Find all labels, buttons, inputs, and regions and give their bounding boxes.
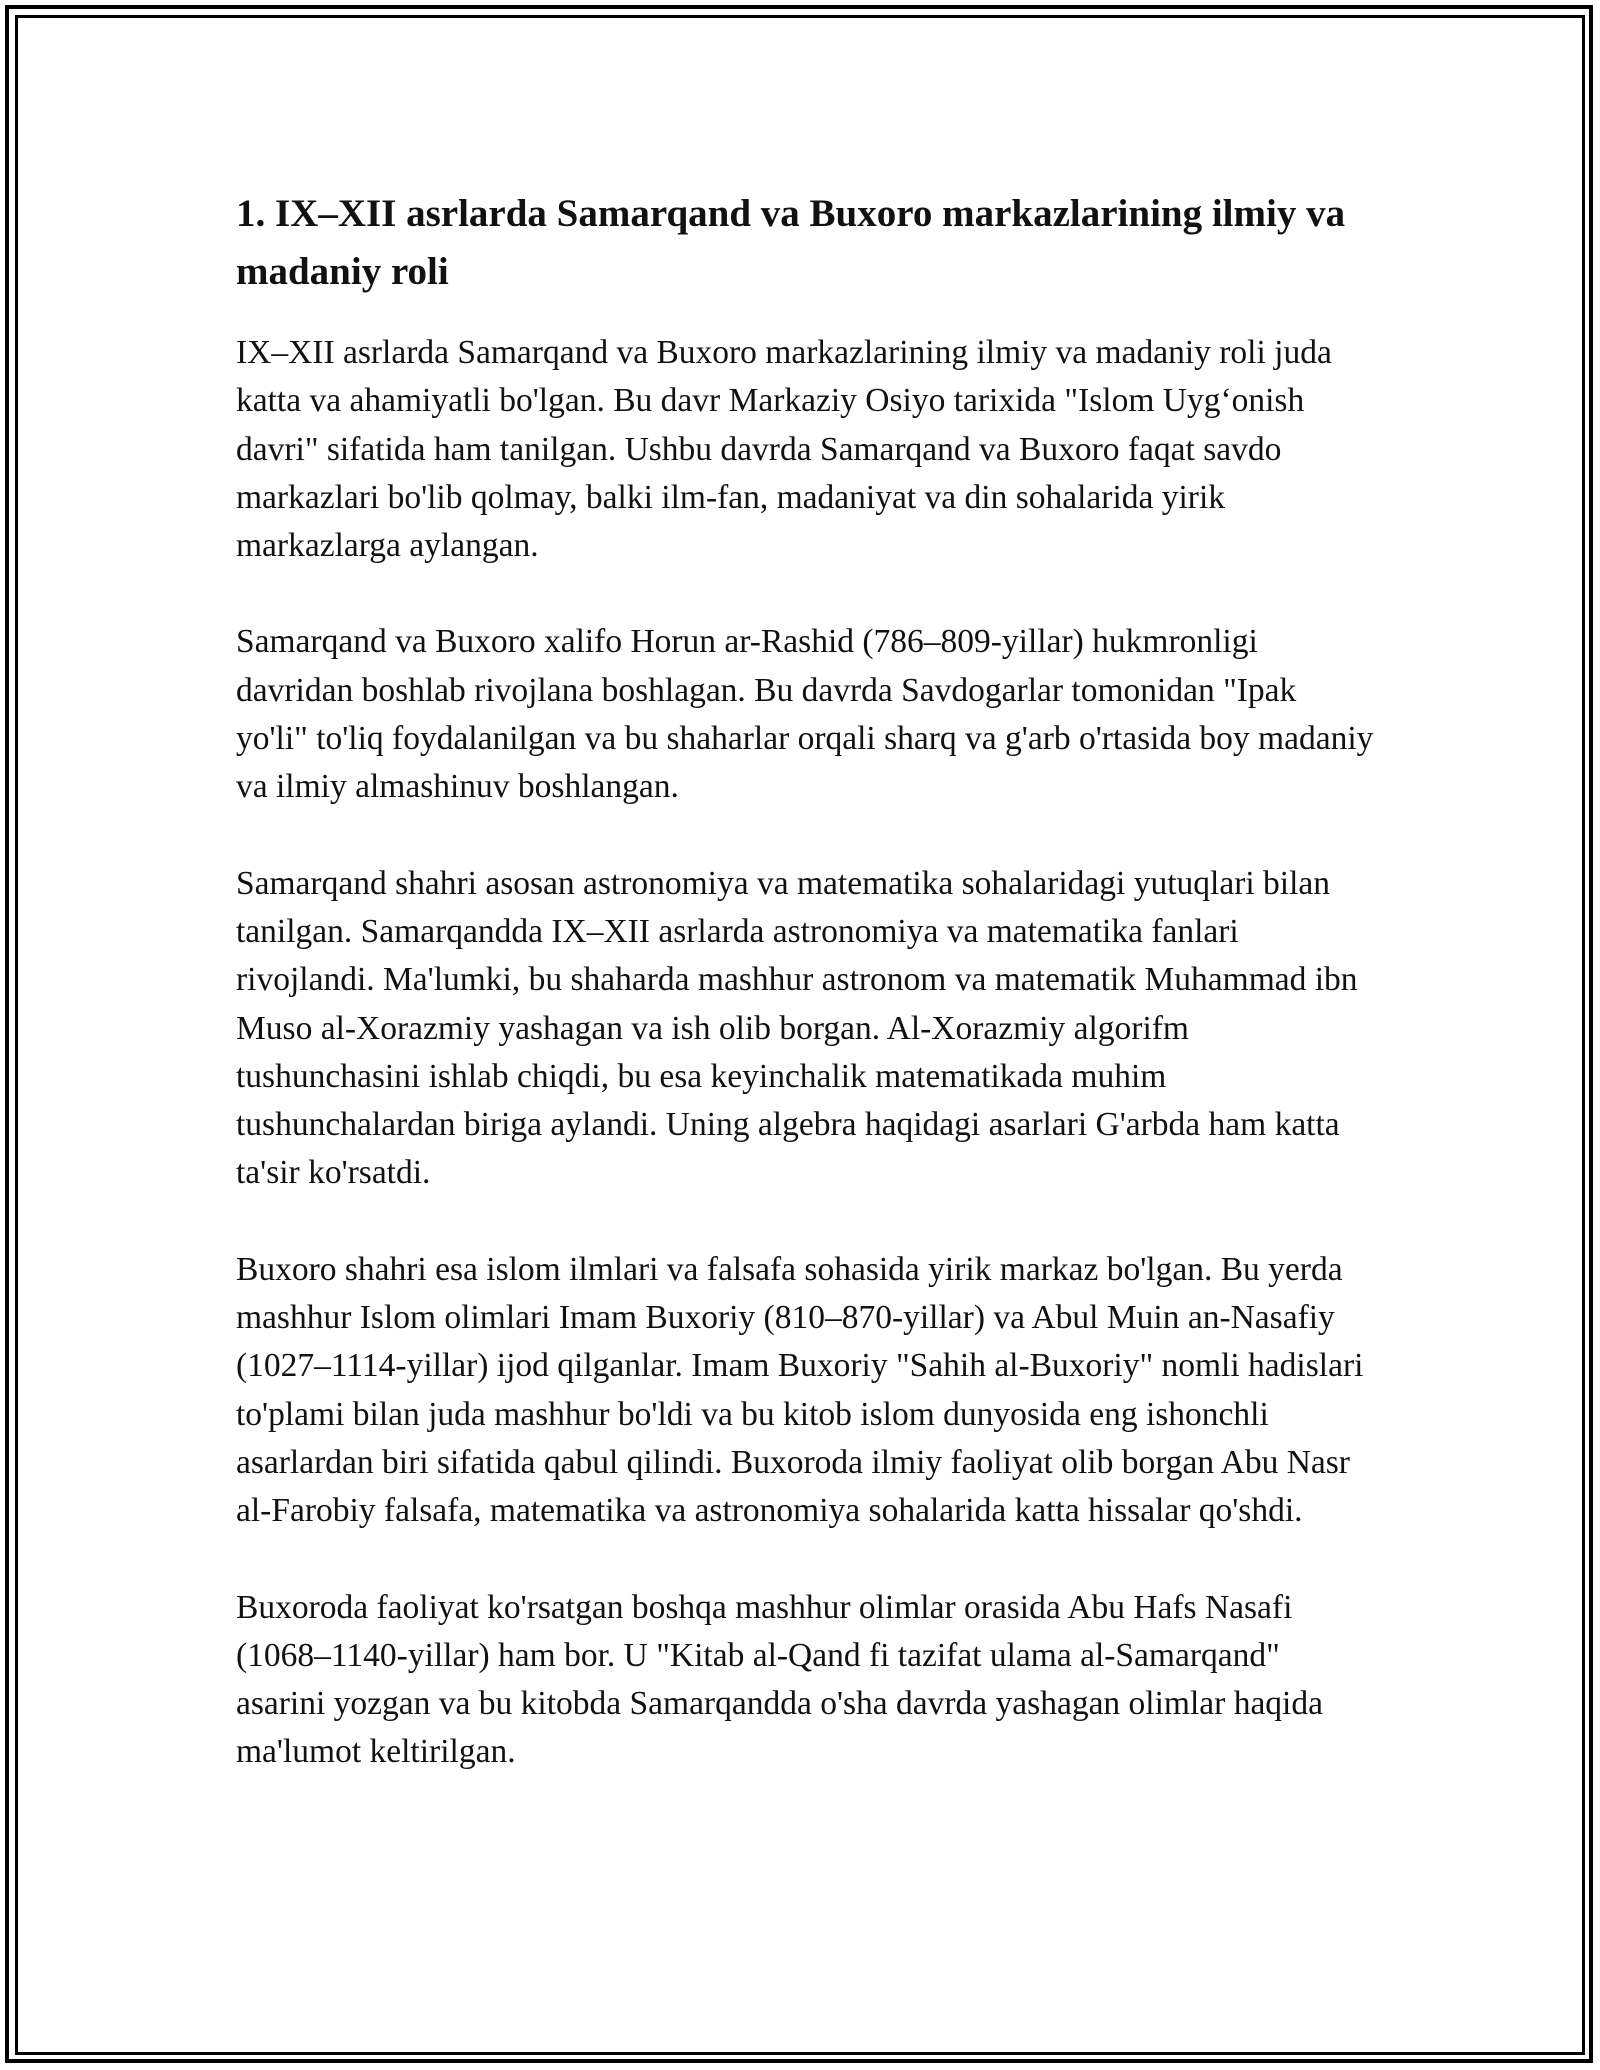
paragraph-intro: IX–XII asrlarda Samarqand va Buxoro markazlarining ilmiy va madaniy roli juda katta va ahamiyatli bo'lgan. Bu davr Markaziy Osiyo tarixida "Islom Uyg‘onish davri" sifatida ham tanilgan. Ushbu davrda Samarqand va Buxoro faqat savdo markazlari bo'lib qolmay, balki ilm-fan, madaniyat va din sohalarida yirik markazlarga aylangan. xyxy=(236,334,1332,565)
paragraph-buxoro: Buxoro shahri esa islom ilmlari va falsafa sohasida yirik markaz bo'lgan. Bu yerda mashhur Islom olimlari Imam Buxoriy (810–870-yillar) va Abul Muin an-Nasafiy (1027–1114-yillar) ijod qilganlar. Imam Buxoriy "Sahih al-Buxoriy" nomli hadislari to'plami bilan juda mashhur bo'ldi va bu kitob islom dunyosida eng ishonchli asarlardan biri sifatida qabul qilindi. Buxoroda ilmiy faoliyat olib borgan Abu Nasr al-Farobiy falsafa, matematika va astronomiya sohalarida katta hissalar qo'shdi. xyxy=(236,1250,1364,1530)
paragraph-other-scholars: Buxoroda faoliyat ko'rsatgan boshqa mashhur olimlar orasida Abu Hafs Nasafi (1068–1140-yillar) ham bor. U "Kitab al-Qand fi tazifat ulama al-Samarqand" asarini yozgan va bu kitobda Samarqandda o'sha davrda yashagan olimlar haqida ma'lumot keltirilgan. xyxy=(236,1588,1323,1771)
document-body xyxy=(236,185,1376,1825)
paragraph-harun-ar-rashid: Samarqand va Buxoro xalifo Horun ar-Rashid (786–809-yillar) hukmronligi davridan boshlab rivojlana boshlagan. Bu davrda Savdogarlar tomonidan "Ipak yo'li" to'liq foydalanilgan va bu shaharlar orqali sharq va g'arb o'rtasida boy madaniy va ilmiy almashinuv boshlangan. xyxy=(236,623,1374,806)
section-title: 1. IX–XII asrlarda Samarqand va Buxoro markazlarining ilmiy va madaniy roli xyxy=(236,192,1346,293)
paragraph-samarqand: Samarqand shahri asosan astronomiya va matematika sohalaridagi yutuqlari bilan tanilgan. Samarqandda IX–XII asrlarda astronomiya va matematika fanlari rivojlandi. Ma'lumki, bu shaharda mashhur astronom va matematik Muhammad ibn Muso al-Xorazmiy yashagan va ish olib borgan. Al-Xorazmiy algorifm tushunchasini ishlab chiqdi, bu esa keyinchalik matematikada muhim tushunchalardan biriga aylandi. Uning algebra haqidagi asarlari G'arbda ham katta ta'sir ko'rsatdi. xyxy=(236,864,1358,1192)
